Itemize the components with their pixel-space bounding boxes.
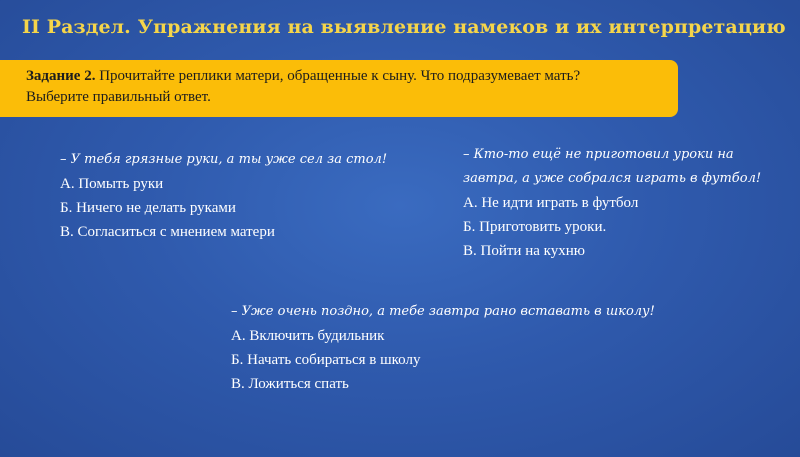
mother-quote: – Уже очень поздно, а тебе завтра рано вставать в школу! bbox=[231, 304, 655, 319]
answer-option-b: Б. Приготовить уроки. bbox=[463, 219, 607, 235]
answer-option-c: В. Согласиться с мнением матери bbox=[60, 224, 275, 240]
question-block-1 bbox=[60, 148, 387, 244]
page-title: II Раздел. Упражнения на выявление намеков и их интерпретацию bbox=[22, 16, 786, 38]
task-banner bbox=[0, 60, 678, 117]
task-instruction: Прочитайте реплики матери, обращенные к сыну. Что подразумевает мать? bbox=[95, 68, 581, 84]
answer-option-b: Б. Ничего не делать руками bbox=[60, 200, 236, 216]
answer-option-a: А. Помыть руки bbox=[60, 176, 164, 192]
task-label: Задание 2. bbox=[26, 68, 96, 84]
mother-quote-line-2: завтра, а уже собрался играть в футбол! bbox=[463, 171, 762, 186]
mother-quote-line-1: – Кто-то ещё не приготовил уроки на bbox=[463, 147, 734, 162]
task-line-1 bbox=[26, 66, 678, 87]
question-block-2 bbox=[463, 143, 761, 263]
task-line-2: Выберите правильный ответ. bbox=[26, 89, 211, 105]
answer-option-c: В. Пойти на кухню bbox=[463, 243, 585, 259]
answer-option-a: А. Включить будильник bbox=[231, 328, 385, 344]
question-block-3 bbox=[231, 300, 655, 396]
answer-option-c: В. Ложиться спать bbox=[231, 376, 349, 392]
answer-option-b: Б. Начать собираться в школу bbox=[231, 352, 421, 368]
mother-quote: – У тебя грязные руки, а ты уже сел за стол! bbox=[60, 152, 388, 167]
answer-option-a: А. Не идти играть в футбол bbox=[463, 195, 639, 211]
